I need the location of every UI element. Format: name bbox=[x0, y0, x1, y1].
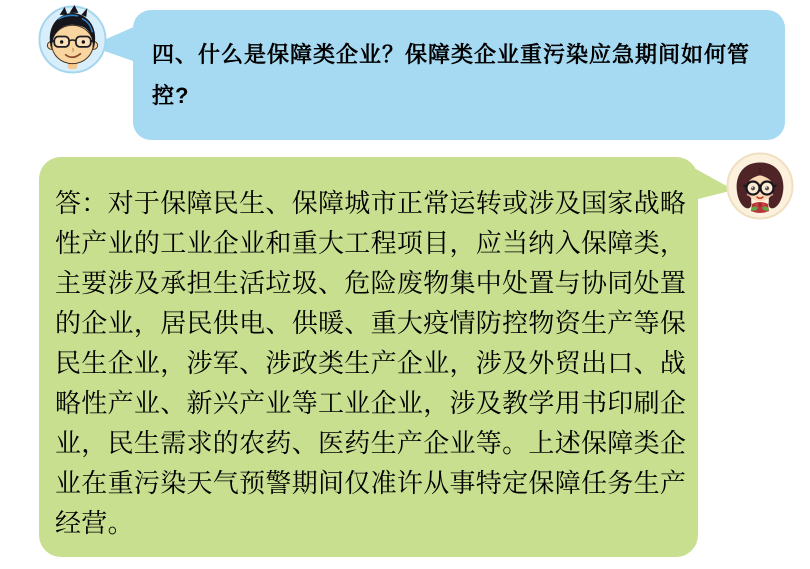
question-bubble bbox=[133, 10, 785, 140]
girl-avatar-icon bbox=[726, 152, 794, 220]
answer-bubble bbox=[39, 157, 698, 557]
answer-text-line: 答：对于保障民生、保障城市正常运转或涉及国家战略 bbox=[55, 188, 687, 218]
answer-text-line: 略性产业、新兴产业等工业企业，涉及教学用书印刷企 bbox=[55, 388, 687, 418]
answer-text-line: 业在重污染天气预警期间仅准许从事特定保障任务生产 bbox=[55, 468, 687, 498]
boy-avatar-icon bbox=[38, 5, 107, 74]
question-text: 四、什么是保障类企业？保障类企业重污染应急期间如何管 bbox=[152, 42, 751, 67]
answer-text-line: 的企业，居民供电、供暖、重大疫情防控物资生产等保 bbox=[55, 308, 687, 338]
answer-text-line: 民生企业，涉军、涉政类生产企业，涉及外贸出口、战 bbox=[55, 348, 687, 378]
answer-text-line: 性产业的工业企业和重大工程项目，应当纳入保障类， bbox=[55, 228, 687, 258]
answer-text-line: 经营。 bbox=[55, 508, 134, 538]
question-text: 控? bbox=[152, 83, 190, 108]
answer-text-line: 主要涉及承担生活垃圾、危险废物集中处置与协同处置 bbox=[55, 268, 687, 298]
answer-text-line: 业，民生需求的农药、医药生产企业等。上述保障类企 bbox=[55, 428, 687, 458]
